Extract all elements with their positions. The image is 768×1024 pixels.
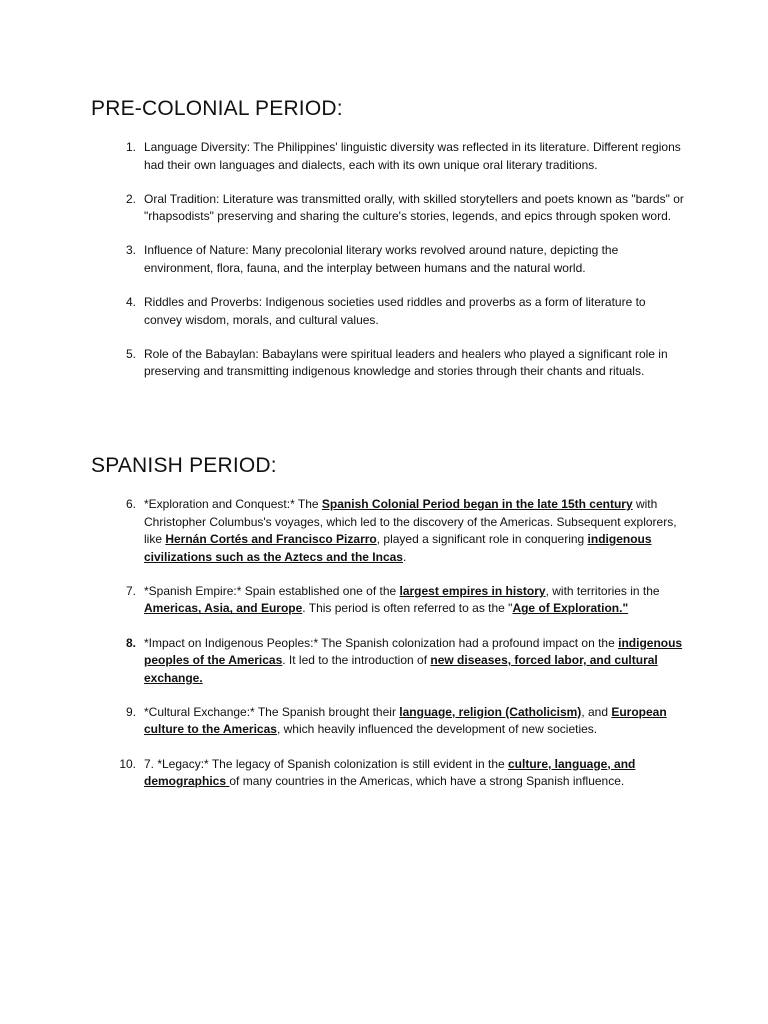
emphasized-phrase: Hernán Cortés and Francisco Pizarro bbox=[165, 532, 377, 547]
emphasized-phrase: largest empires in history bbox=[399, 583, 546, 598]
list-item-number: 5. bbox=[125, 346, 136, 361]
emphasized-phrase: culture, language, and demographics bbox=[144, 756, 636, 789]
list-item-number: 2. bbox=[125, 191, 136, 206]
emphasized-phrase: new diseases, forced labor, and cultural exchange. bbox=[144, 653, 658, 685]
list-item-text bbox=[144, 496, 685, 566]
precolonial-heading: PRE-COLONIAL PERIOD: bbox=[91, 97, 343, 120]
list-item-number: 7. bbox=[125, 583, 136, 598]
text-segment: *Cultural Exchange:* The Spanish brought their bbox=[144, 704, 400, 719]
list-item bbox=[110, 583, 685, 618]
emphasized-phrase: Americas, Asia, and Europe bbox=[144, 601, 303, 616]
list-item-text: Language Diversity: The Philippines' linguistic diversity was reflected in its literature. Different regions had their own languages and dialects, each with its own unique oral literary traditions. bbox=[144, 140, 681, 172]
list-item-text: Influence of Nature: Many precolonial literary works revolved around nature, depicting the environment, flora, fauna, and the interplay between humans and the natural world. bbox=[144, 243, 619, 275]
text-segment: *Exploration and Conquest:* The bbox=[144, 497, 322, 511]
emphasized-phrase: Age of Exploration." bbox=[512, 601, 629, 616]
text-segment: . This period is often referred to as the " bbox=[302, 601, 513, 616]
list-item-text bbox=[144, 583, 685, 618]
list-item-text: Riddles and Proverbs: Indigenous societies used riddles and proverbs as a form of literature to convey wisdom, morals, and cultural values. bbox=[144, 295, 646, 327]
list-item bbox=[110, 242, 685, 277]
list-item bbox=[110, 704, 685, 739]
list-item-text: Role of the Babaylan: Babaylans were spiritual leaders and healers who played a significant role in preserving and transmitting indigenous knowledge and stories through their chants and rituals. bbox=[144, 346, 668, 379]
list-item-number: 9. bbox=[125, 704, 136, 719]
list-item bbox=[110, 756, 685, 791]
list-item-number: 6. bbox=[125, 497, 136, 511]
text-segment: , which heavily influenced the development of new societies. bbox=[276, 722, 598, 737]
emphasized-phrase: language, religion (Catholicism) bbox=[399, 704, 582, 719]
text-segment: of many countries in the Americas, which have a strong Spanish influence. bbox=[229, 774, 625, 789]
list-item bbox=[110, 635, 685, 688]
list-item bbox=[110, 496, 685, 566]
list-item-text bbox=[144, 756, 685, 791]
list-item-number: 3. bbox=[125, 243, 136, 258]
emphasized-phrase: Spanish Colonial Period began in the late 15th century bbox=[321, 497, 633, 511]
list-item-text bbox=[144, 635, 685, 688]
list-item bbox=[110, 294, 685, 329]
list-item bbox=[110, 346, 685, 381]
list-item-text bbox=[144, 704, 685, 739]
text-segment: , with territories in the bbox=[545, 583, 660, 598]
text-segment: 7. *Legacy:* The legacy of Spanish colonization is still evident in the bbox=[144, 756, 508, 771]
text-segment: . bbox=[402, 549, 407, 564]
list-item-number: 10. bbox=[119, 756, 136, 771]
emphasized-phrase: indigenous civilizations such as the Aztecs and the Incas bbox=[144, 532, 652, 564]
list-item bbox=[110, 139, 685, 174]
emphasized-phrase: indigenous peoples of the Americas bbox=[144, 635, 683, 668]
spanish-heading: SPANISH PERIOD: bbox=[91, 454, 277, 477]
precolonial-list bbox=[110, 139, 685, 397]
list-item-text: Oral Tradition: Literature was transmitted orally, with skilled storytellers and poets known as "bards" or "rhapsodists" preserving and sharing the culture's stories, legends, and epics through spoken word. bbox=[144, 191, 684, 224]
text-segment: , played a significant role in conquering bbox=[376, 532, 588, 547]
spanish-list bbox=[110, 496, 685, 807]
list-item bbox=[110, 191, 685, 226]
list-item-number: 1. bbox=[125, 140, 136, 154]
list-item-number: 8. bbox=[125, 635, 136, 650]
text-segment: , and bbox=[581, 704, 612, 719]
list-item-number: 4. bbox=[125, 295, 136, 310]
text-segment: *Impact on Indigenous Peoples:* The Spanish colonization had a profound impact on the bbox=[144, 635, 619, 650]
text-segment: . It led to the introduction of bbox=[282, 653, 431, 668]
emphasized-phrase: European culture to the Americas bbox=[144, 704, 667, 737]
text-segment: with Christopher Columbus's voyages, which led to the discovery of the Americas. Subsequent explorers, like bbox=[144, 497, 677, 547]
text-segment: *Spanish Empire:* Spain established one of the bbox=[144, 583, 400, 598]
